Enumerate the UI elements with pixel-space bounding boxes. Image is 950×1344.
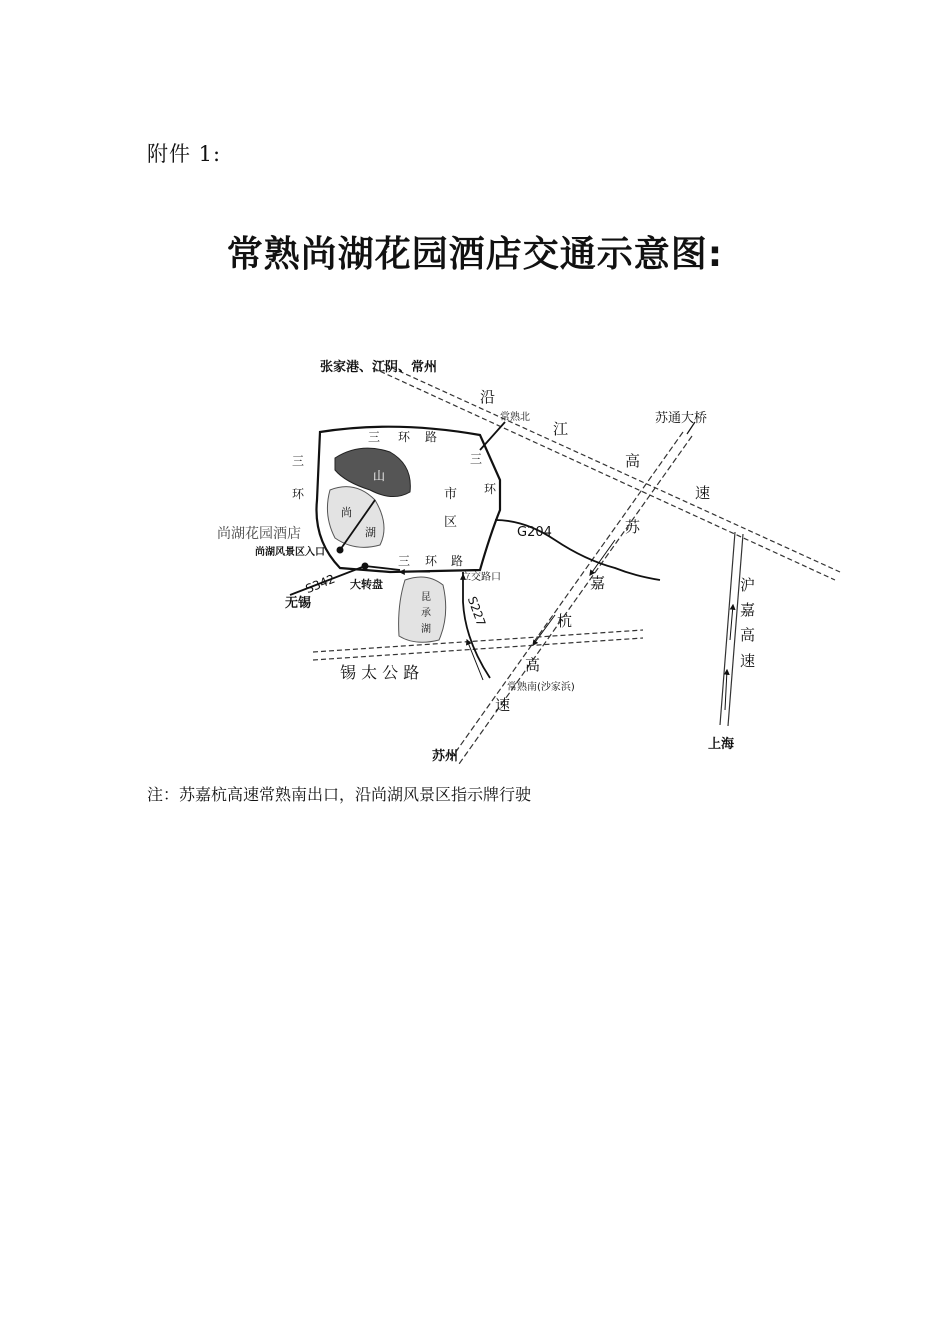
sujiahang-arrow	[533, 615, 555, 645]
hotel-marker	[337, 547, 344, 554]
label-g204: G204	[517, 525, 552, 540]
label-ring-top-1: 三	[368, 430, 381, 444]
label-shanghu-1: 尚	[341, 506, 352, 519]
label-sjh-3: 杭	[557, 612, 573, 630]
s227-arrow	[467, 640, 483, 680]
label-yan: 沿	[480, 388, 496, 406]
traffic-map	[195, 340, 855, 770]
label-hj-2: 嘉	[740, 601, 756, 619]
label-xitai: 锡 太 公 路	[340, 663, 420, 682]
label-ring-left-1: 三	[292, 454, 305, 468]
label-scenic-entry: 尚湖风景区入口	[255, 547, 325, 558]
label-ring-right-2: 环	[484, 482, 497, 496]
label-s227: S227	[464, 594, 489, 629]
label-hotel: 尚湖花园酒店	[217, 526, 301, 542]
label-s342: S342	[303, 571, 338, 597]
label-dazhuanpan: 大转盘	[350, 578, 383, 591]
label-kuncheng-2: 承	[421, 608, 431, 619]
label-changshu-north: 常熟北	[500, 412, 530, 423]
label-hj-3: 高	[740, 626, 756, 644]
label-city-2: 区	[444, 515, 458, 530]
label-ring-top-2: 环	[398, 430, 411, 444]
label-ring-bot-2: 环	[425, 554, 438, 568]
label-jiang: 江	[553, 420, 569, 438]
label-lijiaoqiao: 立交路口	[461, 572, 501, 583]
yanjiang-expressway	[373, 361, 840, 580]
page-title: 常熟尚湖花园酒店交通示意图:	[226, 234, 724, 275]
label-kuncheng-1: 昆	[421, 592, 431, 603]
label-shan: 山	[373, 469, 386, 483]
hujia-arrow	[730, 605, 733, 640]
label-gao1: 高	[625, 452, 641, 470]
label-ring-top-3: 路	[425, 430, 438, 444]
label-zjg: 张家港、江阴、常州	[320, 360, 438, 375]
label-su1: 速	[695, 484, 711, 502]
label-sjh-5: 速	[495, 696, 511, 714]
label-sjh-4: 高	[525, 656, 541, 674]
attachment-label: 附件 1:	[147, 142, 222, 166]
label-ring-bot-3: 路	[451, 554, 464, 568]
label-sjh-1: 苏	[625, 518, 641, 536]
label-ring-right-1: 三	[470, 452, 483, 466]
label-shanghai: 上海	[708, 737, 735, 752]
label-ring-left-2: 环	[292, 487, 305, 501]
label-kuncheng-3: 湖	[421, 624, 431, 635]
label-hj-1: 沪	[740, 576, 756, 594]
changshu-north-road	[480, 422, 505, 450]
hujia-arrow	[725, 670, 727, 710]
label-hj-4: 速	[740, 652, 756, 670]
label-city-1: 市	[444, 487, 458, 502]
label-suzhou: 苏州	[432, 749, 459, 764]
label-changshu-south: 常熟南(沙家浜)	[507, 682, 575, 693]
label-sjh-2: 嘉	[590, 574, 606, 592]
label-ring-bot-1: 三	[398, 554, 411, 568]
label-shanghu-2: 湖	[365, 526, 376, 539]
label-wuxi: 无锡	[285, 596, 312, 611]
footnote: 注：苏嘉杭高速常熟南出口，沿尚湖风景区指示牌行驶	[147, 785, 532, 804]
roundabout-marker	[362, 563, 369, 570]
label-sutong-bridge: 苏通大桥	[655, 411, 708, 426]
